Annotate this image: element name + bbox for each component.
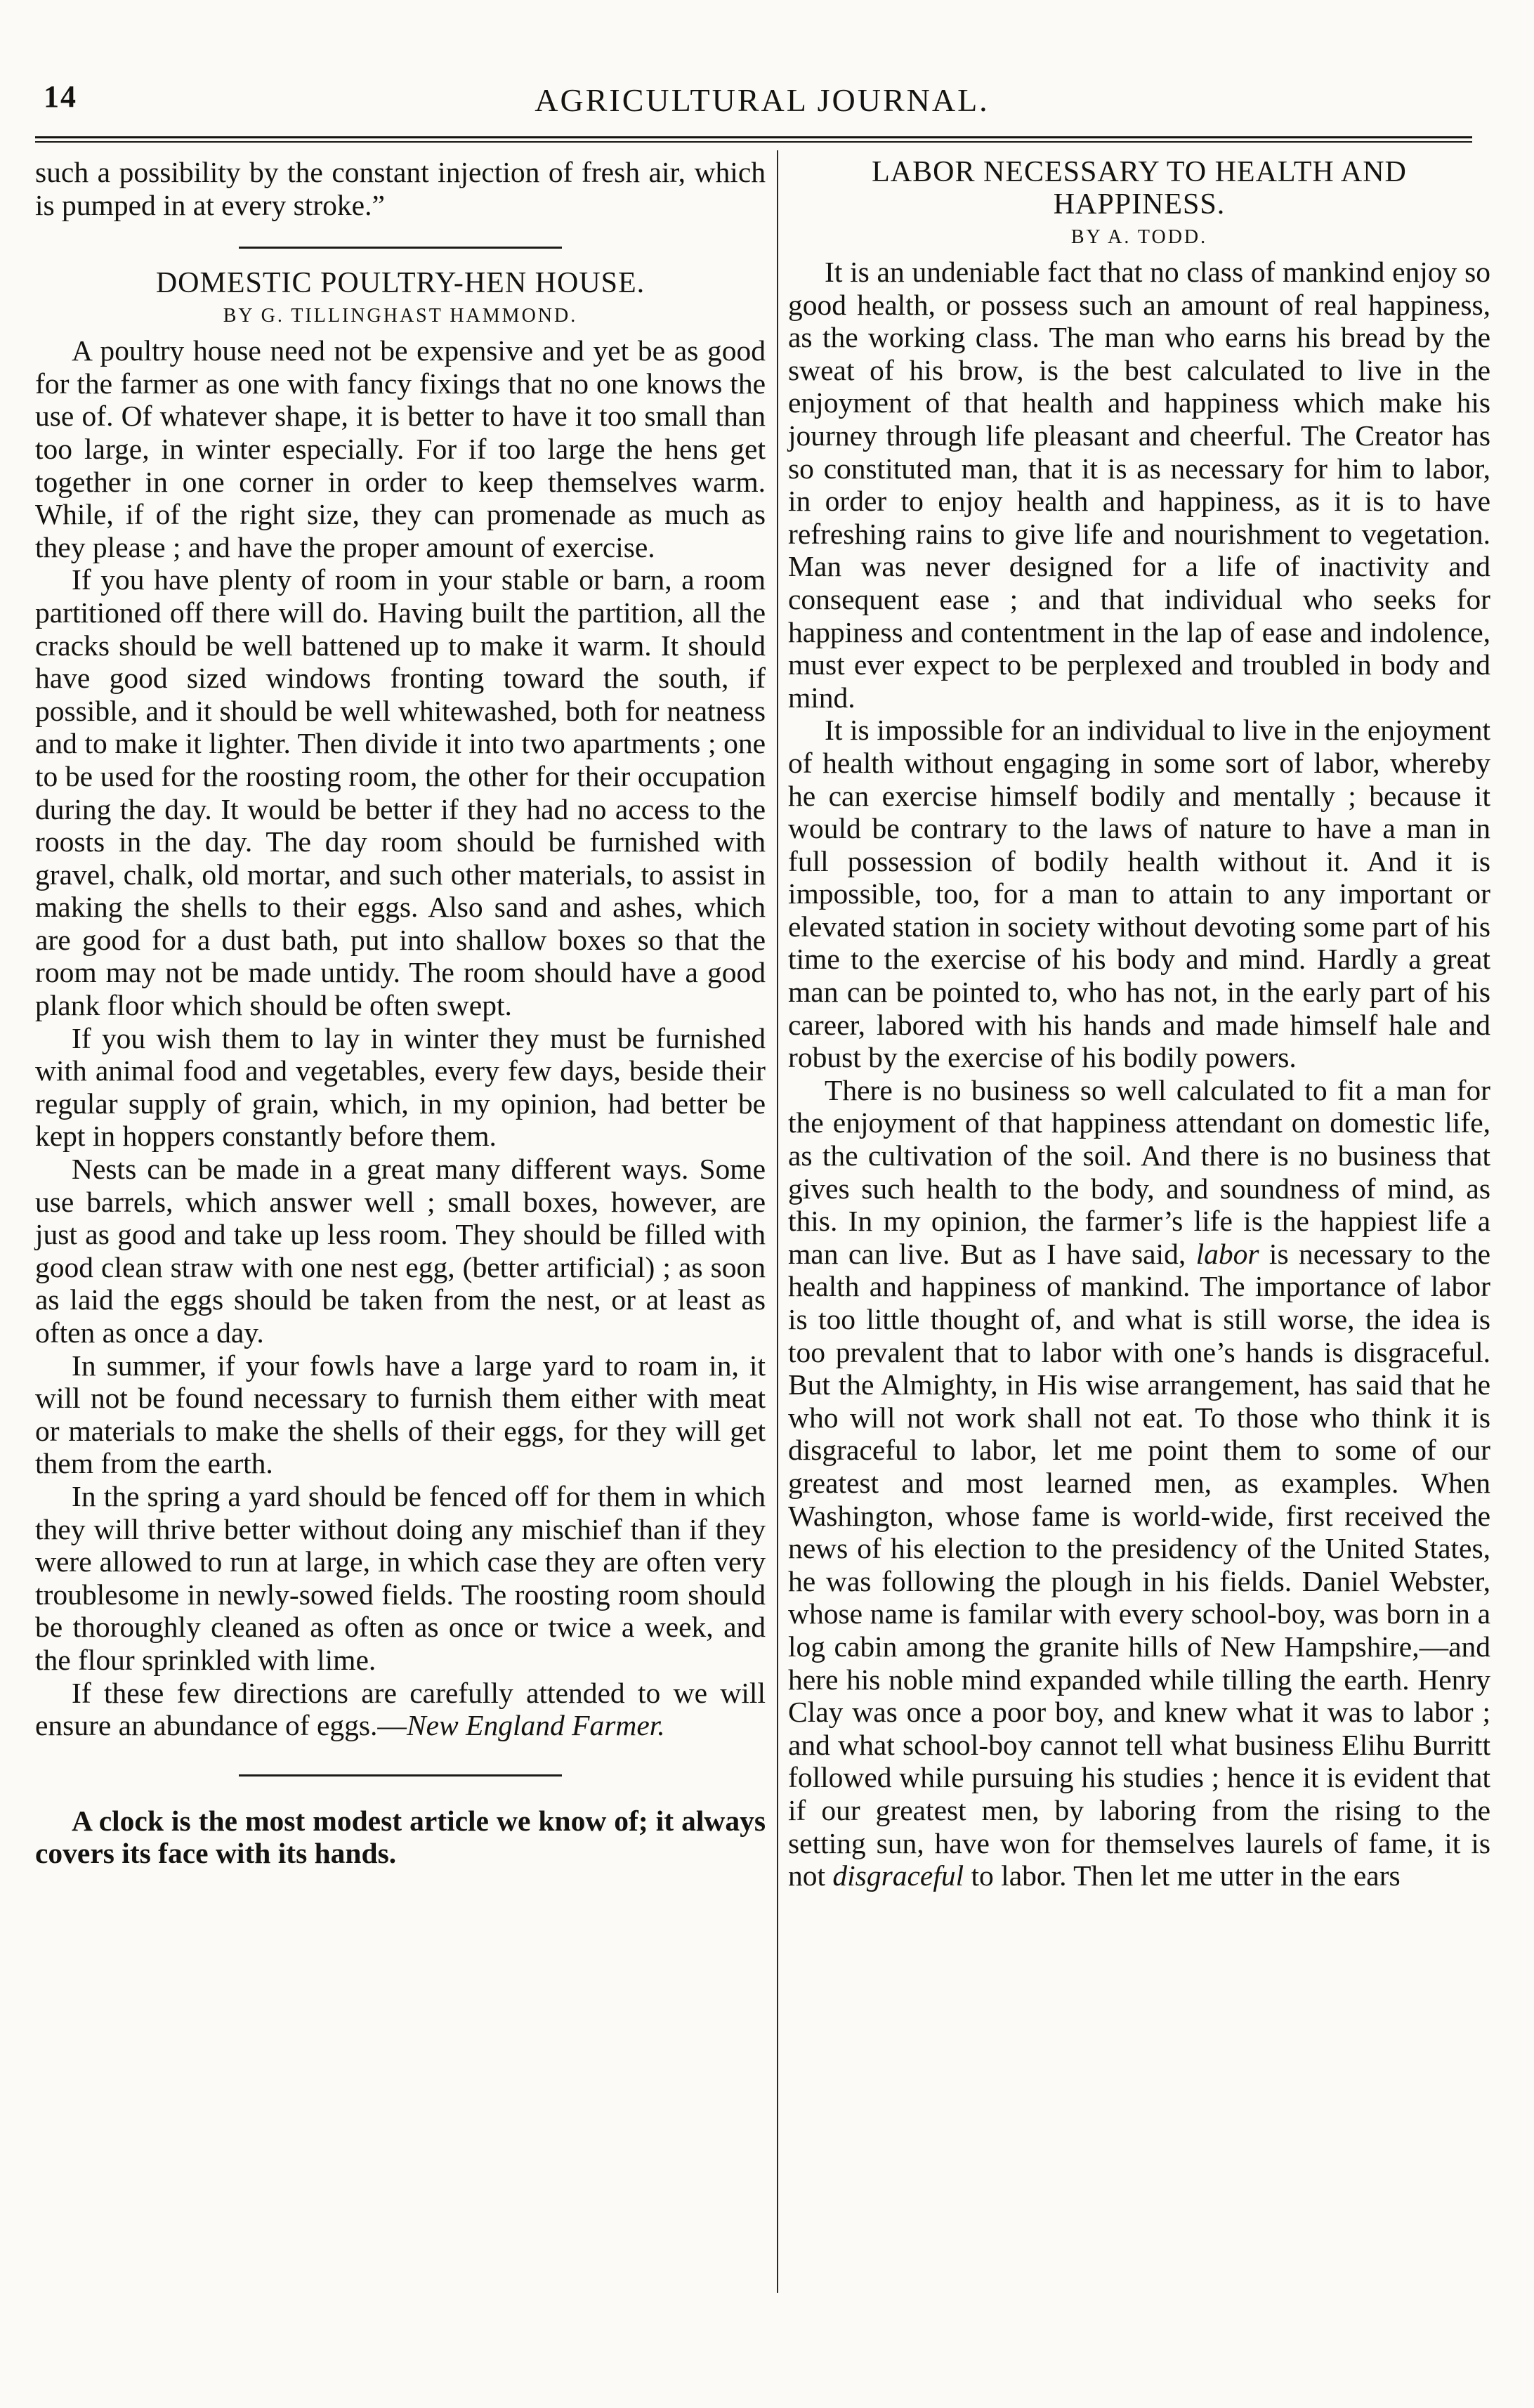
journal-title: AGRICULTURAL JOURNAL. [535, 82, 990, 118]
article-separator [239, 1774, 562, 1776]
paragraph-text: to labor. Then let me utter in the ears [971, 1859, 1401, 1892]
article-byline: BY A. TODD. [1070, 226, 1208, 248]
paragraph: If you have plenty of room in your stable or barn, a room partitioned off there will do. Having built the partition, all the cracks should be well battened up to make it warm. It should have good sized windows fronting toward the south, if possible, and it should be well whitewashed, both for neatness and to make it lighter. Then divide it into two apartments ; one to be used for the roosting room, the other for their occupation during the day. It would be better if they had no access to the roosts in the day. The day room should be furnished with gravel, chalk, old mortar, and such other materials, to assist in making the shells to their eggs. Also sand and ashes, which are good for a dust bath, put into shallow boxes so that the room may not be made untidy. The room should have a good plank floor which should be often swept. [35, 563, 766, 1022]
paragraph-text: is necessary to the health and happiness of mankind. The importance of labor is too little thought of, and what is still worse, the idea is too prevalent that to labor with one’s hands is disgraceful. But the Almighty, in His wise arrangement, has said that he who will not work shall not eat. To those who think it is disgraceful to labor, let me point them to some of our greatest and most learned men, as examples. When Washington, whose fame is world-wide, first received the news of his election to the presidency of the United States, he was following the plough in his fields. Daniel Webster, whose name is familar with every school-boy, was born in a log cabin among the granite hills of New Hampshire,—and here his noble mind expanded while tilling the earth. Henry Clay was once a poor boy, and knew what it was to labor ; and what school-boy cannot tell what business Elihu Burritt followed while pursuing his studies ; hence it is evident that if our greatest men, by laboring from the rising to the setting sun, have won for themselves laurels of fame, it is not [788, 1237, 1491, 1892]
paragraph: Nests can be made in a great many different ways. Some use barrels, which answer well ; small boxes, however, are just as good and take up less room. They should be filled with good clean straw with one nest egg, (better artificial) ; as soon as laid the eggs should be taken from the nest, or at least as often as once a day. [35, 1153, 766, 1349]
emphasis-text: disgraceful [832, 1859, 964, 1892]
page-header [44, 79, 1481, 135]
filler-note: A clock is the most modest article we know of; it always covers its face with its hands. [35, 1804, 766, 1870]
article-separator [239, 247, 562, 249]
article-title: DOMESTIC POULTRY-HEN HOUSE. [155, 267, 645, 300]
page-number: 14 [44, 79, 77, 114]
paragraph: It is impossible for an individual to live in the enjoyment of health without engaging in some sort of labor, whereby he can exercise himself bodily and mentally ; because it would be contrary to the laws of nature to have a man in full possession of bodily health without it. And it is impossible, too, for a man to attain to any important or elevated station in society without devoting some part of his time to the exercise of his body and mind. Hardly a great man can be pointed to, who has not, in the early part of his career, labored with his hands and made himself hale and robust by the exercise of his bodily powers. [788, 714, 1490, 1074]
paragraph-text: There is no business so well calculated to fit a man for the enjoyment of that happiness attendant on domestic life, as the cultivation of the soil. And there is no business that gives such health to the body, and soundness of mind, as this. In my opinion, the farmer’s life is the happiest life a man can live. But as I have said, [788, 1073, 1490, 1270]
article-byline: BY G. TILLINGHAST HAMMOND. [223, 305, 578, 327]
paragraph: If you wish them to lay in winter they must be furnished with animal food and vegetables, every few days, beside their regular supply of grain, which, in my opinion, had better be kept in hoppers constantly before them. [35, 1021, 766, 1153]
article-title: LABOR NECESSARY TO HEALTH AND HAPPINESS. [872, 156, 1407, 221]
paragraph: In summer, if your fowls have a large yard to roam in, it will not be found necessary to furnish them either with meat or materials to make the shells of their eggs, for they will get them from the earth. [35, 1349, 766, 1480]
paragraph-text: If these few directions are carefully attended to we will ensure an abundance of eggs.— [35, 1676, 766, 1742]
left-column [35, 156, 766, 1870]
header-rule [35, 136, 1472, 143]
paragraph [35, 1677, 766, 1742]
right-column [788, 156, 1490, 1892]
paragraph: It is an undeniable fact that no class of mankind enjoy so good health, or possess such an amount of real happiness, as the working class. The man who earns his bread by the sweat of his brow, is the best calculated to live in the enjoyment of that health and happiness which make his journey through life pleasant and cheerful. The Creator has so constituted man, that it is as necessary for him to labor, in order to enjoy health and happiness, as it is to have refreshing rains to give life and nourishment to vegetation. Man was never designed for a life of inactivity and consequent ease ; and that individual who seeks for happiness and contentment in the lap of ease and indolence, must ever expect to be perplexed and troubled in body and mind. [788, 256, 1490, 714]
paragraph [788, 1074, 1490, 1892]
continuation-text: such a possibility by the constant injection of fresh air, which is pumped in at every stroke.” [35, 156, 766, 221]
emphasis-text: labor [1195, 1237, 1259, 1270]
paragraph: A poultry house need not be expensive and yet be as good for the farmer as one with fancy fixings that no one knows the use of. Of whatever shape, it is better to have it too small than too large, in winter especially. For if too large the hens get together in one corner in order to keep themselves warm. While, if of the right size, they can promenade as much as they please ; and have the proper amount of exercise. [35, 334, 766, 563]
source-credit: New England Farmer. [406, 1709, 665, 1742]
paragraph: In the spring a yard should be fenced off for them in which they will thrive better without doing any mischief than if they were allowed to run at large, in which case they are often very troublesome in newly-sowed fields. The roosting room should be thoroughly cleaned as often as once or twice a week, and the flour sprinkled with lime. [35, 1479, 766, 1676]
column-divider [777, 150, 778, 2293]
